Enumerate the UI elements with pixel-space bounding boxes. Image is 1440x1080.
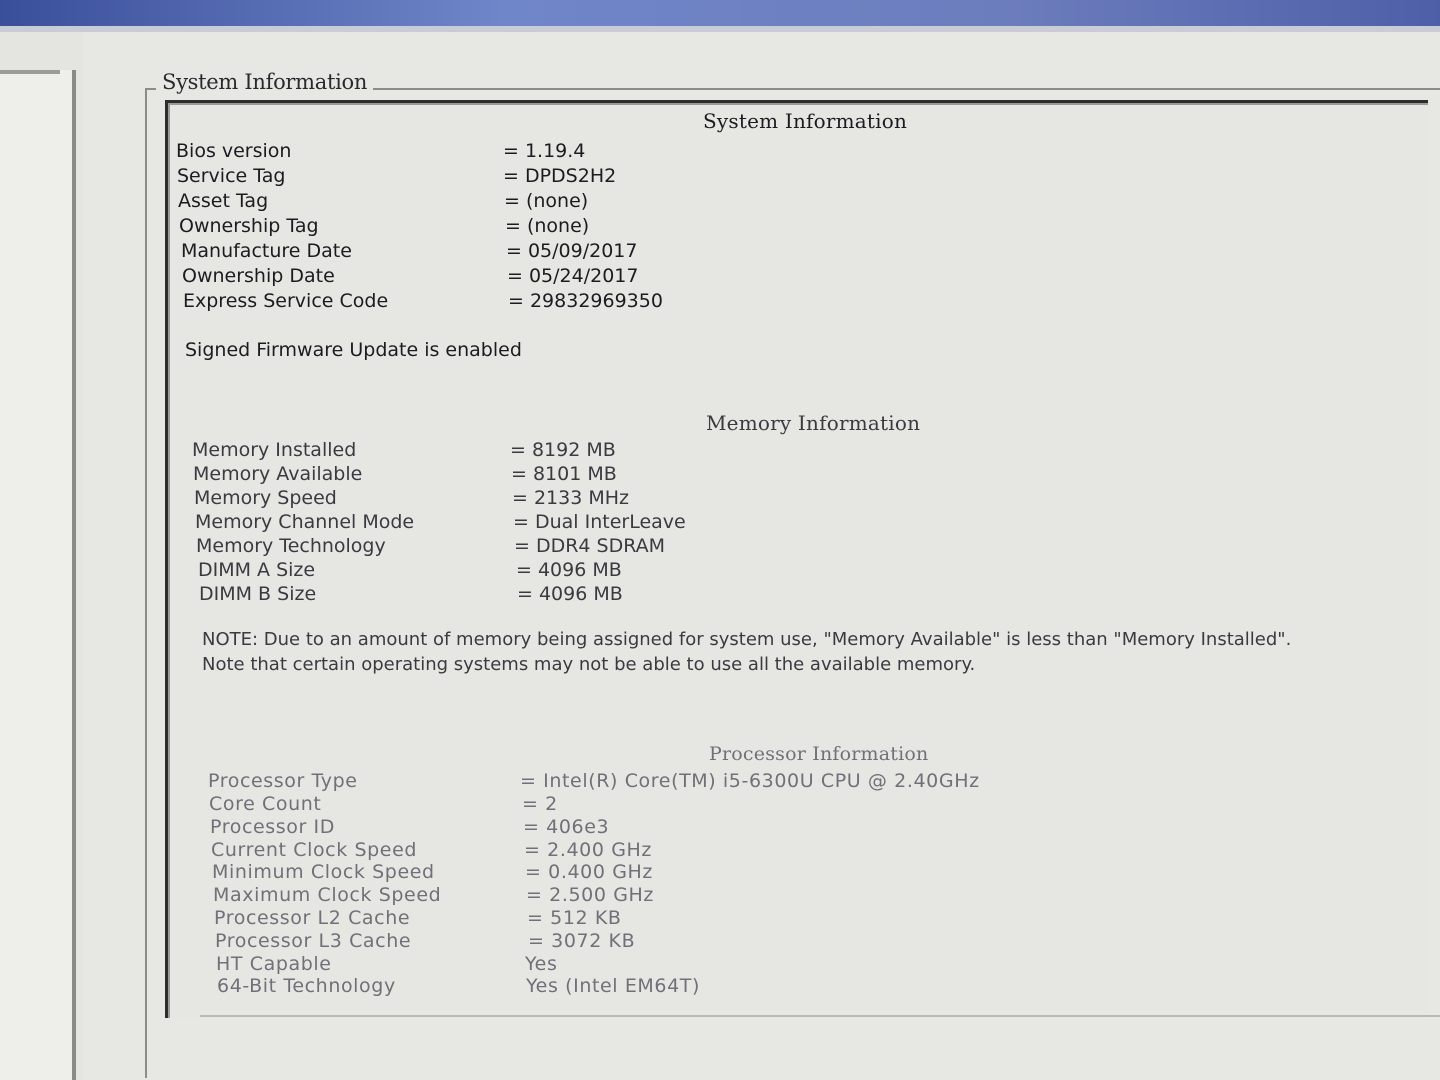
content-bottom-border (200, 1015, 1440, 1017)
row-label: Asset Tag (178, 190, 269, 212)
settings-tree-panel[interactable] (0, 70, 76, 1080)
row-value: = 4096 MB (517, 583, 623, 605)
row-value: = 4096 MB (516, 559, 622, 581)
row-label: Manufacture Date (181, 240, 352, 262)
row-label: Ownership Date (182, 265, 335, 287)
system-info-content[interactable] (165, 100, 1428, 1018)
row-value: = Dual InterLeave (513, 511, 686, 533)
row-label: 64-Bit Technology (217, 975, 396, 997)
row-label: Ownership Tag (179, 215, 319, 237)
row-value: = 29832969350 (508, 290, 663, 312)
row-label: DIMM B Size (199, 583, 317, 605)
row-label: Processor L2 Cache (214, 907, 411, 929)
row-label: HT Capable (216, 953, 332, 975)
processor-info-heading: Processor Information (709, 743, 929, 765)
row-value: = 2 (522, 793, 558, 815)
row-value: = 8192 MB (510, 439, 616, 461)
firmware-status-text: Signed Firmware Update is enabled (185, 339, 522, 361)
row-value: = 05/09/2017 (506, 240, 638, 262)
row-value: = (none) (505, 215, 590, 237)
group-box-border-left (145, 88, 147, 1078)
row-label: Memory Channel Mode (195, 511, 415, 533)
row-label: Service Tag (177, 165, 286, 187)
row-label: DIMM A Size (198, 559, 316, 581)
row-label: Processor ID (210, 816, 335, 838)
row-label: Memory Speed (194, 487, 337, 509)
row-label: Maximum Clock Speed (213, 884, 442, 906)
row-value: = 2133 MHz (512, 487, 630, 509)
row-value: Yes (525, 953, 558, 975)
row-value: = 512 KB (527, 907, 622, 929)
row-value: = 8101 MB (511, 463, 617, 485)
group-box-title: System Information (156, 70, 373, 94)
row-value: = Intel(R) Core(TM) i5-6300U CPU @ 2.40GHz (520, 770, 980, 792)
row-value: = 0.400 GHz (525, 861, 653, 883)
row-label: Current Clock Speed (211, 839, 418, 861)
row-value: = (none) (504, 190, 589, 212)
row-label: Minimum Clock Speed (212, 861, 435, 883)
row-value: = 05/24/2017 (507, 265, 639, 287)
row-value: = DDR4 SDRAM (514, 535, 666, 557)
row-value: = 406e3 (523, 816, 610, 838)
row-value: Yes (Intel EM64T) (526, 975, 701, 997)
row-label: Processor Type (208, 770, 358, 792)
row-value: = DPDS2H2 (503, 165, 617, 187)
title-bar (0, 0, 1440, 26)
row-value: = 3072 KB (528, 930, 636, 952)
tree-panel-border (0, 70, 60, 74)
system-info-heading: System Information (703, 109, 908, 133)
memory-note: NOTE: Due to an amount of memory being assigned for system use, "Memory Available" is less than "Memory Installed". Note that certain operating systems may not be able to use all the available memory. (202, 629, 1292, 675)
row-value: = 2.400 GHz (524, 839, 652, 861)
row-value: = 2.500 GHz (526, 884, 654, 906)
row-label: Bios version (176, 140, 292, 162)
row-value: = 1.19.4 (503, 140, 586, 162)
row-label: Memory Installed (192, 439, 357, 461)
memory-info-heading: Memory Information (706, 411, 921, 435)
row-label: Memory Available (193, 463, 363, 485)
row-label: Memory Technology (196, 535, 386, 557)
row-label: Express Service Code (183, 290, 389, 312)
row-label: Processor L3 Cache (215, 930, 412, 952)
row-label: Core Count (209, 793, 322, 815)
